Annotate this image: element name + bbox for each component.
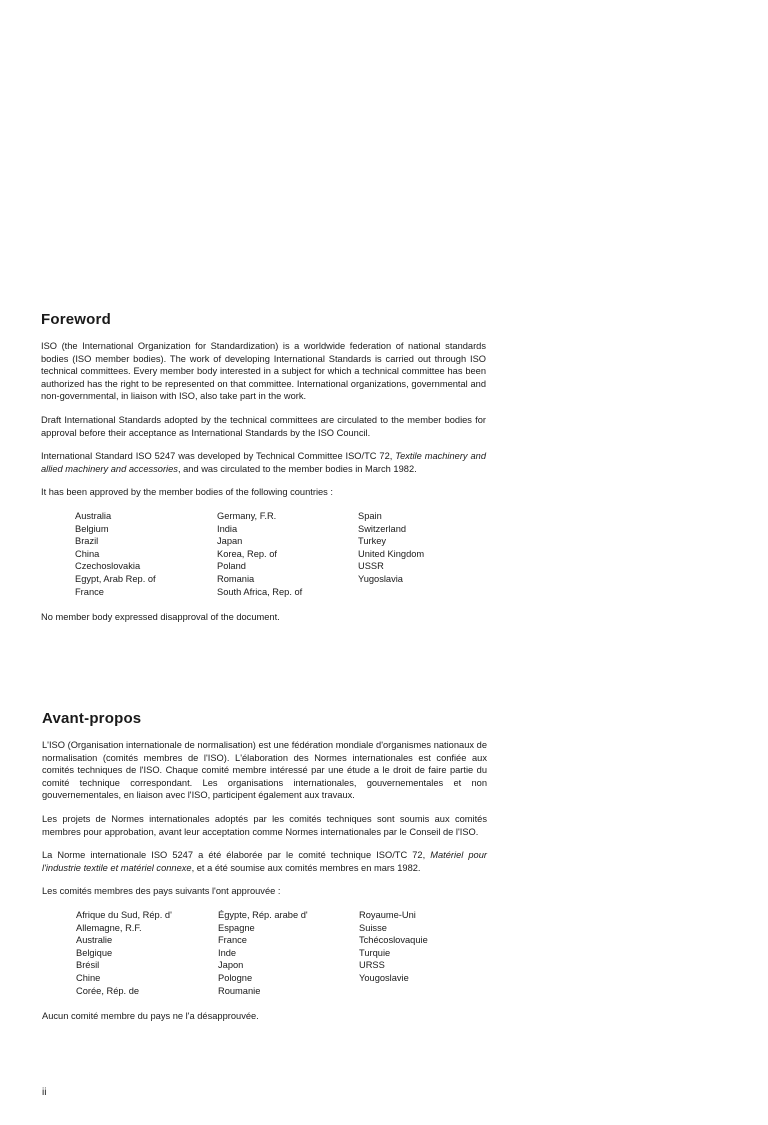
avant-propos-country-list	[76, 909, 487, 997]
country-column-2	[217, 510, 358, 598]
avant-propos-section	[42, 710, 487, 1034]
avant-propos-p3-committee-title: Matériel pour l'industrie textile et matériel connexe	[42, 850, 487, 873]
foreword-p3-prefix: International Standard ISO 5247 was developed by Technical Committee ISO/TC 72,	[41, 451, 396, 462]
avant-propos-p3-suffix: , et a été soumise aux comités membres en mars 1982.	[191, 862, 421, 873]
country-item: Afrique du Sud, Rép. d'	[76, 909, 172, 920]
country-item: Australia	[75, 510, 112, 521]
country-item: Yougoslavie	[359, 972, 409, 983]
pays-column-2	[218, 909, 359, 997]
country-item: China	[75, 548, 100, 559]
country-item: Inde	[218, 947, 237, 958]
country-item: Japon	[218, 960, 244, 971]
country-item: Brésil	[76, 960, 100, 971]
foreword-title: Foreword	[41, 311, 111, 328]
country-item: Royaume-Uni	[359, 909, 416, 920]
country-item: Yugoslavia	[358, 573, 403, 584]
foreword-paragraph-4: It has been approved by the member bodies of the following countries :	[41, 487, 333, 498]
avant-propos-paragraph-3	[42, 849, 487, 874]
pays-column-3	[359, 909, 499, 997]
country-item: Corée, Rép. de	[76, 985, 140, 996]
pays-column-1	[76, 909, 218, 997]
country-item: Tchécoslovaquie	[359, 935, 428, 946]
country-item: Romania	[217, 573, 255, 584]
country-item: Germany, F.R.	[217, 510, 277, 521]
country-item: Roumanie	[218, 985, 261, 996]
country-item: Czechoslovakia	[75, 561, 141, 572]
foreword-paragraph-3	[41, 450, 486, 475]
avant-propos-paragraph-5: Aucun comité membre du pays ne l'a désapprouvée.	[42, 1011, 259, 1022]
country-item: USSR	[358, 561, 384, 572]
foreword-section	[41, 311, 486, 635]
country-item: Chine	[76, 972, 101, 983]
avant-propos-paragraph-4: Les comités membres des pays suivants l'ont approuvée :	[42, 886, 281, 897]
country-item: Égypte, Rép. arabe d'	[218, 909, 308, 920]
avant-propos-paragraph-2: Les projets de Normes internationales adoptés par les comités techniques sont soumis aux comités membres pour approbation, avant leur acceptation comme Normes internationales par le Conseil de l'ISO.	[42, 813, 487, 837]
country-item: United Kingdom	[358, 548, 425, 559]
foreword-paragraph-2: Draft International Standards adopted by the technical committees are circulated to the member bodies for approval before their acceptance as International Standards by the ISO Council.	[41, 414, 486, 438]
country-item: Australie	[76, 935, 113, 946]
foreword-country-list	[75, 510, 486, 598]
country-item: Suisse	[359, 922, 387, 933]
country-item: Switzerland	[358, 523, 407, 534]
country-item: Korea, Rep. of	[217, 548, 277, 559]
country-item: Brazil	[75, 536, 99, 547]
country-item: Pologne	[218, 972, 253, 983]
country-item: Poland	[217, 561, 246, 572]
country-item: France	[218, 935, 247, 946]
page-number: ii	[42, 1087, 47, 1098]
avant-propos-title: Avant-propos	[42, 710, 142, 727]
country-item: Spain	[358, 510, 382, 521]
country-item: Belgium	[75, 523, 109, 534]
country-column-3	[358, 510, 498, 598]
country-item: Allemagne, R.F.	[76, 922, 142, 933]
avant-propos-p3-prefix: La Norme internationale ISO 5247 a été élaborée par le comité technique ISO/TC 72,	[42, 850, 431, 861]
country-item: South Africa, Rep. of	[217, 586, 303, 597]
country-item: Espagne	[218, 922, 255, 933]
country-item: Turkey	[358, 536, 387, 547]
country-item: Japan	[217, 536, 243, 547]
foreword-p3-suffix: , and was circulated to the member bodies in March 1982.	[177, 463, 417, 474]
country-item: Belgique	[76, 947, 113, 958]
country-item: URSS	[359, 960, 385, 971]
foreword-p3-committee-title: Textile machinery and allied machinery and accessories	[41, 451, 486, 474]
country-column-1	[75, 510, 217, 598]
country-item: Turquie	[359, 947, 391, 958]
foreword-paragraph-5: No member body expressed disapproval of the document.	[41, 612, 280, 623]
foreword-paragraph-1: ISO (the International Organization for Standardization) is a worldwide federation of national standards bodies (ISO member bodies). The work of developing International Standards is carried out through ISO technical committees. Every member body interested in a subject for which a technical committee has been authorized has the right to be represented on that committee. International organizations, governmental and non-governmental, in liaison with ISO, also take part in the work.	[41, 341, 486, 402]
country-item: India	[217, 523, 238, 534]
avant-propos-paragraph-1: L'ISO (Organisation internationale de normalisation) est une fédération mondiale d'organismes nationaux de normalisation (comités membres de l'ISO). L'élaboration des Normes internationales est confiée aux comités techniques de l'ISO. Chaque comité membre intéressé par une étude a le droit de faire partie du comité technique correspondant. Les organisations internationales, gouvernementales et non gouvernementales, en liaison avec l'ISO, participent également aux travaux.	[42, 740, 487, 801]
country-item: Egypt, Arab Rep. of	[75, 573, 156, 584]
country-item: France	[75, 586, 104, 597]
